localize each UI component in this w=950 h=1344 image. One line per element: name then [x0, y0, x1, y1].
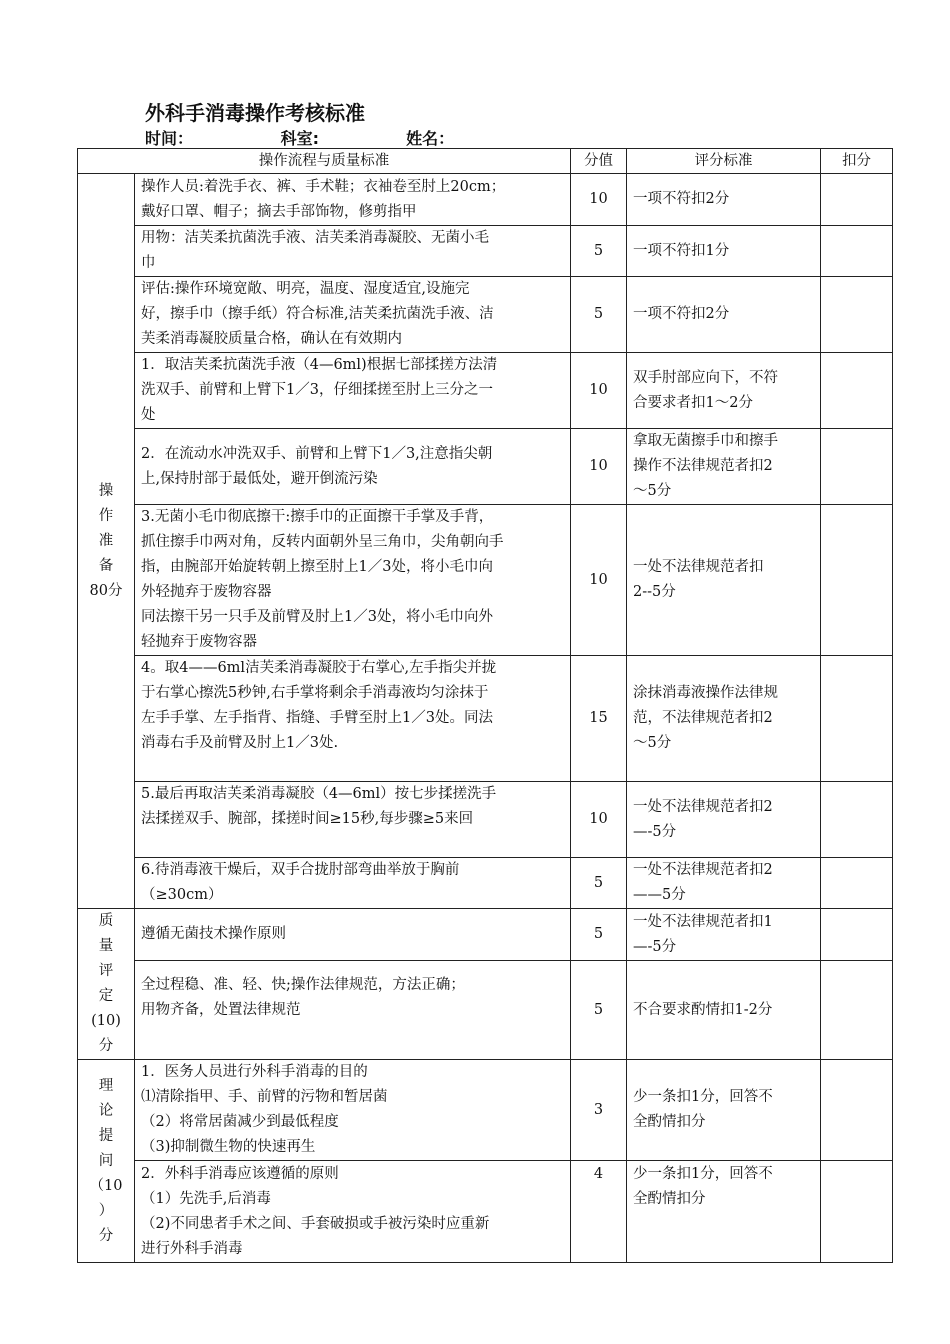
procedure-cell — [135, 656, 571, 782]
score-cell: 5 — [571, 909, 627, 961]
procedure-line: 法揉搓双手、腕部，揉搓时间≥15秒,每步骤≥5来回 — [141, 811, 474, 827]
procedure-line: 指，由腕部开始旋转朝上擦至肘上1／3处，将小毛巾向 — [141, 559, 493, 575]
header-deduction: 扣分 — [821, 149, 893, 174]
category-char: 操 — [98, 482, 114, 499]
deduction-cell[interactable] — [821, 961, 893, 1060]
table-row — [78, 858, 893, 909]
criteria-line: —-5分 — [633, 938, 677, 955]
category-char: 定 — [98, 988, 114, 1004]
criteria-cell — [627, 961, 821, 1060]
procedure-line: 好，擦手巾（擦手纸）符合标准,洁芙柔抗菌洗手液、洁 — [141, 306, 494, 322]
procedure-cell — [135, 353, 571, 429]
table-row — [78, 1161, 893, 1263]
procedure-line: 全过程稳、准、轻、快;操作法律规范，方法正确； — [141, 976, 465, 993]
criteria-line: 少一条扣1分，回答不 — [633, 1166, 773, 1182]
criteria-line: ～5分 — [633, 483, 672, 499]
deduction-cell[interactable] — [821, 656, 893, 782]
assessment-table — [77, 148, 893, 1263]
criteria-line: 2--5分 — [633, 584, 676, 600]
score-cell: 4 — [571, 1161, 627, 1263]
criteria-line: 一处不法律规范者扣1 — [633, 913, 773, 930]
procedure-line: ⑴清除指甲、手、前臂的污物和暂居菌 — [141, 1089, 388, 1105]
table-row — [78, 961, 893, 1060]
procedure-line: 外轻抛弃于废物容器 — [141, 584, 272, 600]
category-char: （10 — [89, 1177, 123, 1194]
criteria-cell — [627, 429, 821, 505]
procedure-line — [141, 832, 564, 857]
procedure-line: 轻抛弃于废物容器 — [141, 634, 257, 650]
doc-meta — [145, 126, 454, 149]
category-char: 评 — [98, 963, 114, 979]
procedure-cell — [135, 174, 571, 226]
procedure-cell — [135, 505, 571, 656]
procedure-line: 6.待消毒液干燥后，双手合拢肘部弯曲举放于胸前 — [141, 862, 460, 878]
header-criteria: 评分标准 — [627, 149, 821, 174]
deduction-cell[interactable] — [821, 782, 893, 858]
procedure-line: 用物：洁芙柔抗菌洗手液、洁芙柔消毒凝胶、无菌小毛 — [141, 230, 489, 246]
table-row — [78, 782, 893, 858]
table-body — [78, 174, 893, 1263]
procedure-line: 4。取4——6ml洁芙柔消毒凝胶于右掌心,左手指尖并拢 — [141, 660, 497, 676]
criteria-cell — [627, 1161, 821, 1263]
deduction-cell[interactable] — [821, 226, 893, 277]
table-row — [78, 353, 893, 429]
criteria-line: 全酌情扣分 — [633, 1114, 706, 1130]
table-row — [78, 909, 893, 961]
criteria-cell — [627, 858, 821, 909]
section-category — [78, 909, 135, 1060]
procedure-line: 芙柔消毒凝胶质量合格，确认在有效期内 — [141, 331, 402, 347]
table-row — [78, 1060, 893, 1161]
category-char: (10) — [91, 1013, 121, 1029]
procedure-line: 上,保持肘部于最低处，避开倒流污染 — [141, 470, 378, 487]
criteria-line: 操作不法律规范者扣2 — [633, 458, 773, 474]
procedure-cell — [135, 782, 571, 858]
name-label: 姓名： — [406, 129, 455, 148]
criteria-line: 少一条扣1分，回答不 — [633, 1089, 773, 1105]
criteria-line: —-5分 — [633, 823, 677, 840]
table-row — [78, 656, 893, 782]
score-cell: 10 — [571, 353, 627, 429]
criteria-cell — [627, 505, 821, 656]
criteria-cell — [627, 277, 821, 353]
score-cell: 5 — [571, 858, 627, 909]
deduction-cell[interactable] — [821, 505, 893, 656]
criteria-line: 不合要求酌情扣1-2分 — [633, 1001, 773, 1018]
procedure-line: 1．医务人员进行外科手消毒的目的 — [141, 1064, 368, 1080]
score-cell: 3 — [571, 1060, 627, 1161]
category-char: 论 — [98, 1102, 114, 1119]
criteria-cell — [627, 782, 821, 858]
criteria-cell — [627, 174, 821, 226]
procedure-line: 操作人员:着洗手衣、裤、手术鞋；衣袖卷至肘上20cm； — [141, 178, 506, 195]
criteria-line: 一项不符扣2分 — [633, 306, 730, 322]
score-cell: 5 — [571, 277, 627, 353]
deduction-cell[interactable] — [821, 858, 893, 909]
section-category — [78, 174, 135, 909]
procedure-line: 进行外科手消毒 — [141, 1241, 243, 1257]
score-cell: 5 — [571, 226, 627, 277]
procedure-line — [141, 1023, 564, 1048]
procedure-line: 3.无菌小毛巾彻底擦干:擦手巾的正面擦干手掌及手背， — [141, 509, 494, 525]
procedure-cell — [135, 1161, 571, 1263]
criteria-line: 一处不法律规范者扣2 — [633, 798, 773, 815]
category-char: 备 — [98, 557, 114, 574]
procedure-cell — [135, 277, 571, 353]
criteria-line: 涂抹消毒液操作法律规 — [633, 685, 778, 701]
section-category — [78, 1060, 135, 1263]
procedure-line: 戴好口罩、帽子；摘去手部饰物，修剪指甲 — [141, 203, 417, 220]
score-cell: 10 — [571, 174, 627, 226]
deduction-cell[interactable] — [821, 277, 893, 353]
procedure-line: 2．在流动水冲洗双手、前臂和上臂下1／3,注意指尖朝 — [141, 445, 493, 462]
procedure-line: （≥30cm） — [141, 887, 223, 903]
category-char: 分 — [98, 1038, 114, 1054]
category-char: 80分 — [89, 582, 123, 599]
deduction-cell[interactable] — [821, 429, 893, 505]
criteria-line: 一处不法律规范者扣2 — [633, 862, 773, 878]
procedure-line: 1．取洁芙柔抗菌洗手液（4—6ml)根据七部揉搓方法清 — [141, 357, 498, 373]
procedure-line: 同法擦干另一只手及前臂及肘上1／3处，将小毛巾向外 — [141, 609, 493, 625]
time-label: 时间： — [145, 129, 194, 148]
criteria-cell — [627, 226, 821, 277]
deduction-cell[interactable] — [821, 174, 893, 226]
criteria-cell — [627, 353, 821, 429]
procedure-line: （2）将常居菌减少到最低程度 — [141, 1114, 339, 1130]
criteria-cell — [627, 909, 821, 961]
procedure-line: 2．外科手消毒应该遵循的原则 — [141, 1166, 339, 1182]
procedure-line: （1）先洗手,后消毒 — [141, 1191, 271, 1207]
criteria-line: ——5分 — [633, 887, 686, 903]
deduction-cell[interactable] — [821, 909, 893, 961]
procedure-line: 处 — [141, 407, 156, 423]
procedure-line: 左手手掌、左手指背、指缝、手臂至肘上1／3处。同法 — [141, 710, 493, 726]
procedure-line: 抓住擦手巾两对角，反转内面朝外呈三角巾，尖角朝向手 — [141, 534, 504, 550]
procedure-line: 遵循无菌技术操作原则 — [141, 926, 286, 943]
procedure-line: 消毒右手及前臂及肘上1／3处. — [141, 735, 339, 751]
category-char: 理 — [98, 1077, 114, 1094]
table-row — [78, 505, 893, 656]
category-char: ） — [98, 1202, 114, 1219]
criteria-line: 一项不符扣2分 — [633, 191, 730, 207]
header-score: 分值 — [571, 149, 627, 174]
dept-label: 科室: — [280, 129, 319, 148]
category-char: 量 — [98, 938, 114, 954]
criteria-line: 拿取无菌擦手巾和擦手 — [633, 433, 778, 449]
procedure-line: 于右掌心擦洗5秒钟,右手掌将剩余手消毒液均匀涂抹于 — [141, 685, 489, 701]
procedure-line: （3)抑制微生物的快速再生 — [141, 1139, 316, 1155]
procedure-cell — [135, 1060, 571, 1161]
criteria-line: 全酌情扣分 — [633, 1191, 706, 1207]
procedure-line: 巾 — [141, 255, 156, 271]
criteria-line: 合要求者扣1～2分 — [633, 394, 753, 411]
criteria-line: 一处不法律规范者扣 — [633, 559, 764, 575]
procedure-line: 5.最后再取洁芙柔消毒凝胶（4—6ml）按七步揉搓洗手 — [141, 786, 497, 802]
category-char: 质 — [98, 913, 114, 929]
header-procedure: 操作流程与质量标准 — [78, 149, 571, 174]
table-row — [78, 277, 893, 353]
table-header-row — [78, 149, 893, 174]
procedure-line: 洗双手、前臂和上臂下1／3，仔细揉搓至肘上三分之一 — [141, 382, 493, 398]
category-char: 提 — [98, 1127, 114, 1144]
score-cell: 10 — [571, 505, 627, 656]
procedure-cell — [135, 909, 571, 961]
category-char: 分 — [98, 1227, 114, 1244]
category-char: 准 — [98, 532, 114, 549]
deduction-cell[interactable] — [821, 1060, 893, 1161]
criteria-cell — [627, 1060, 821, 1161]
criteria-line: ～5分 — [633, 735, 672, 751]
procedure-cell — [135, 961, 571, 1060]
procedure-cell — [135, 429, 571, 505]
procedure-line: （2)不同患者手术之间、手套破损或手被污染时应重新 — [141, 1216, 490, 1232]
category-char: 问 — [98, 1152, 114, 1169]
score-cell: 10 — [571, 782, 627, 858]
score-cell: 15 — [571, 656, 627, 782]
procedure-line: 评估:操作环境宽敞、明亮，温度、湿度适宜,设施完 — [141, 281, 470, 297]
category-char: 作 — [98, 507, 114, 524]
procedure-cell — [135, 226, 571, 277]
procedure-line: 用物齐备，处置法律规范 — [141, 1001, 301, 1018]
procedure-line — [141, 756, 564, 781]
deduction-cell[interactable] — [821, 1161, 893, 1263]
table-row — [78, 429, 893, 505]
doc-title: 外科手消毒操作考核标准 — [145, 101, 365, 125]
table-row — [78, 174, 893, 226]
score-cell: 10 — [571, 429, 627, 505]
score-cell: 5 — [571, 961, 627, 1060]
criteria-cell — [627, 656, 821, 782]
criteria-line: 双手肘部应向下，不符 — [633, 369, 778, 386]
deduction-cell[interactable] — [821, 353, 893, 429]
criteria-line: 范，不法律规范者扣2 — [633, 710, 773, 726]
procedure-cell — [135, 858, 571, 909]
criteria-line: 一项不符扣1分 — [633, 242, 730, 259]
table-row — [78, 226, 893, 277]
